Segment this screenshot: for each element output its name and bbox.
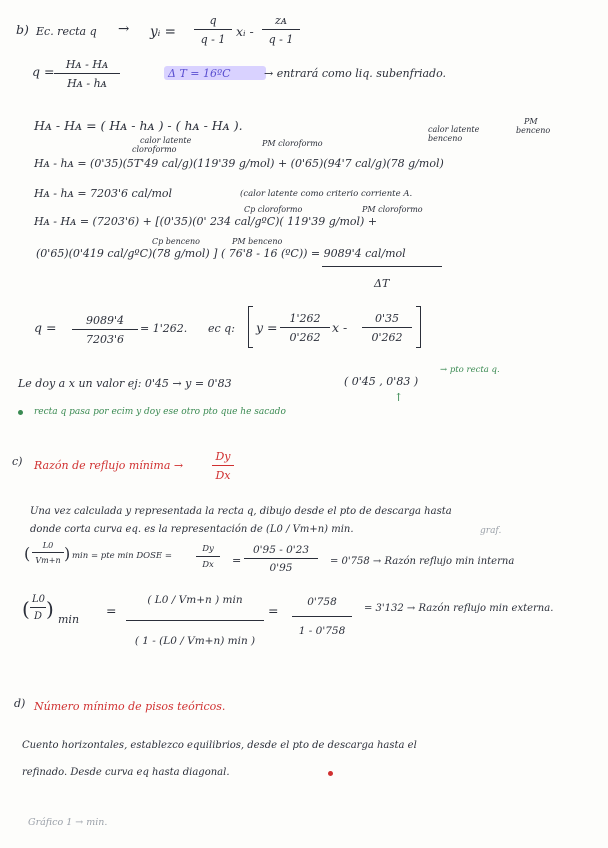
ext-value-frac: $\frac{0'758}{1 - 0'758}$ xyxy=(292,596,352,637)
note-benceno: benceno xyxy=(428,134,463,143)
point: ( 0'45 , 0'83 ) xyxy=(344,375,419,388)
q-def-frac: $\frac{\text{Hᴀ - Hᴀ}}{\text{Hᴀ - hᴀ}}$ xyxy=(54,58,120,90)
footer-note: Gráfico 1 → min. xyxy=(28,817,108,828)
q-value-result: = 1'262. xyxy=(140,322,188,335)
eq-frac-2: $\frac{\text{zᴀ}}{q - 1}$ xyxy=(262,14,300,46)
ec-q-label: ec q: xyxy=(208,322,235,335)
eq-mid: xᵢ - xyxy=(236,24,254,39)
eq-line-4: Hᴀ - Hᴀ = (7203'6) + [(0'35)(0' 234 cal/gºC)( 119'39 g/mol) + xyxy=(34,215,378,228)
ratio-dy-dx-frac: $\frac{Dy}{Dx}$ xyxy=(196,544,220,570)
part-d-para-2: refinado. Desde curva eq hasta diagonal. xyxy=(22,767,230,778)
part-c-para-1: Una vez calculada y representada la recta q, dibujo desde el pto de descarga hasta xyxy=(30,506,452,517)
note-pm-cloroformo-2: PM cloroformo xyxy=(362,205,423,214)
eq-frac-1: $\frac{q}{q - 1}$ xyxy=(194,14,232,46)
note-pm-benceno: benceno xyxy=(516,126,551,135)
ec-q-frac-2: $\frac{0'35}{0'262}$ xyxy=(362,312,412,344)
note-calor-latente-2: calor latente xyxy=(428,125,480,134)
eq-line-3-note: (calor latente como criterio corriente A. xyxy=(240,189,413,199)
ratio-lhs-frac: $\frac{L0}{Vm+n}$ xyxy=(32,541,64,565)
ext-lhs-frac: $\frac{L0}{D}$ xyxy=(32,594,46,622)
green-bullet-icon xyxy=(18,410,23,415)
q-value-lhs: q = xyxy=(34,320,57,335)
ext-eq-2: = xyxy=(268,603,279,618)
eq-line-5: (0'65)(0'419 cal/gºC)(78 g/mol) ] ( 76'8 - 16 (ºC)) = 9089'4 cal/mol xyxy=(36,247,406,260)
up-arrow-icon: ↑ xyxy=(394,391,404,404)
note-cloroformo: cloroformo xyxy=(132,145,177,154)
eq-line-3: Hᴀ - hᴀ = 7203'6 cal/mol xyxy=(34,187,173,200)
delta-t-brace xyxy=(322,266,442,267)
ec-q-frac-1: $\frac{1'262}{0'262}$ xyxy=(280,312,330,344)
red-bullet-icon xyxy=(328,771,333,776)
ext-paren-open: ( xyxy=(22,597,30,621)
part-c-para-2-tail: graf. xyxy=(480,526,502,536)
ratio-text: min = pte min DOSE = xyxy=(72,551,172,561)
delta-t-note: → entrará como liq. subenfriado. xyxy=(264,67,446,80)
give-value: Le doy a x un valor ej: 0'45 → y = 0'83 xyxy=(18,377,232,390)
part-c-title: Razón de reflujo mínima → xyxy=(34,459,184,472)
eq-lhs: yᵢ = xyxy=(150,24,176,40)
part-b-title: Ec. recta q xyxy=(36,25,97,38)
ext-result: = 3'132 → Razón reflujo min externa. xyxy=(364,603,554,614)
ext-min: min xyxy=(58,613,80,626)
q-def-lhs: q = xyxy=(32,64,55,79)
part-c-para-2: donde corta curva eq. es la representación de (L0 / Vm+n) min. xyxy=(30,524,354,535)
note-pm-benceno-2: PM benceno xyxy=(232,237,283,246)
bracket-right xyxy=(416,306,421,348)
ratio-result: = 0'758 → Razón reflujo min interna xyxy=(330,556,515,567)
delta-t: Δ T = 16ºC xyxy=(168,67,231,80)
note-cp-benceno: Cp benceno xyxy=(152,237,200,246)
part-c-title-frac: $\frac{Dy}{Dx}$ xyxy=(212,450,234,482)
ratio-value-frac: $\frac{0'95 - 0'23}{0'95}$ xyxy=(244,544,318,574)
note-pm-cloroformo: PM cloroformo xyxy=(262,139,323,148)
ext-paren-close: ) xyxy=(46,597,54,621)
part-d-para-1: Cuento horizontales, establezco equilibrios, desde el pto de descarga hasta el xyxy=(22,740,417,751)
ec-q-y: y = xyxy=(256,320,278,335)
part-b-label: b) xyxy=(16,22,29,37)
eq-line-2: Hᴀ - hᴀ = (0'35)(5T'49 cal/g)(119'39 g/mol) + (0'65)(94'7 cal/g)(78 g/mol) xyxy=(34,157,444,170)
part-d-title: Número mínimo de pisos teóricos. xyxy=(34,700,226,713)
part-c-label: c) xyxy=(12,455,23,468)
ext-frac: ( L0 / Vm+n ) min ( 1 - (L0 / Vm+n) min ) xyxy=(126,594,264,647)
delta-t-label: ΔT xyxy=(374,277,390,290)
point-note: → pto recta q. xyxy=(440,365,500,375)
arrow-icon: → xyxy=(118,21,130,37)
paren-close: ) xyxy=(64,544,71,563)
paren-open: ( xyxy=(24,544,31,563)
ratio-eq: = xyxy=(232,554,242,567)
part-d-label: d) xyxy=(14,697,26,710)
note-cp-cloroformo: Cp cloroformo xyxy=(244,205,303,214)
note-pm: PM xyxy=(524,117,538,126)
ec-q-x: x - xyxy=(332,320,348,335)
note-calor-latente-1: calor latente xyxy=(140,136,192,145)
bracket-left xyxy=(248,306,253,348)
green-note: recta q pasa por ecim y doy ese otro pto que he sacado xyxy=(34,407,286,417)
ext-eq: = xyxy=(106,603,117,618)
q-value-frac: $\frac{9089'4}{7203'6}$ xyxy=(72,314,138,346)
eq-line-1: Hᴀ - Hᴀ = ( Hᴀ - hᴀ ) - ( hᴀ - Hᴀ ). xyxy=(34,118,243,133)
